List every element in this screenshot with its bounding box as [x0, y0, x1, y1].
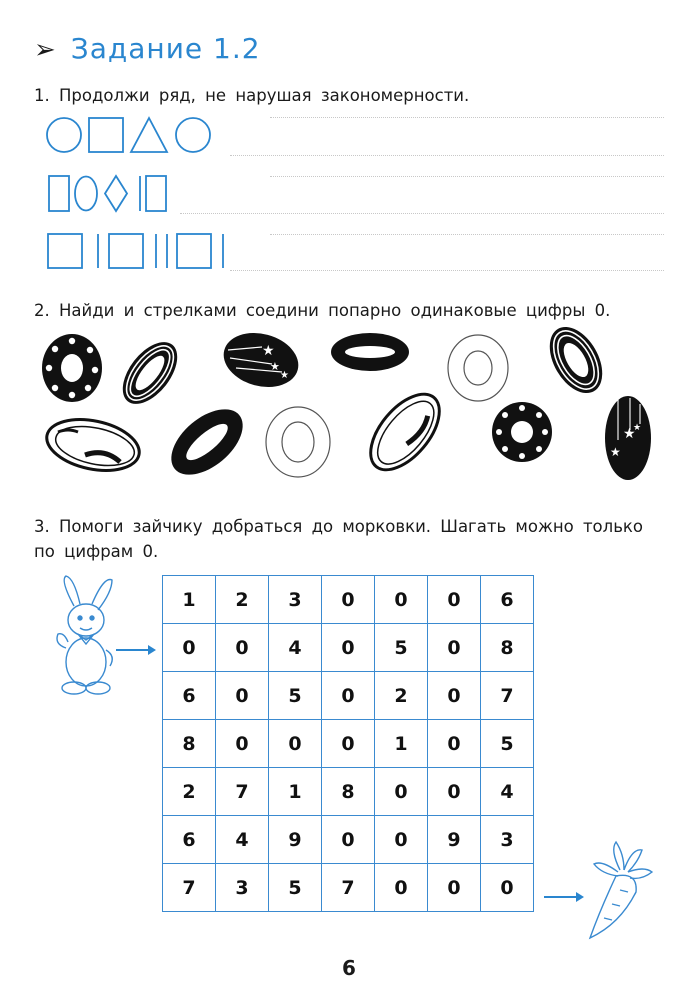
- svg-text:★: ★: [262, 343, 275, 359]
- exit-arrow-icon: [544, 890, 584, 904]
- zero-sketched-oval[interactable]: [42, 412, 144, 478]
- maze-cell[interactable]: 6: [481, 576, 534, 624]
- svg-text:★: ★: [633, 423, 642, 433]
- maze-cell[interactable]: 0: [428, 768, 481, 816]
- maze-cell[interactable]: 4: [269, 624, 322, 672]
- zero-striped-oval[interactable]: [539, 318, 613, 402]
- maze-cell[interactable]: 8: [322, 768, 375, 816]
- bunny-ear: [64, 576, 80, 606]
- maze-cell[interactable]: 0: [322, 576, 375, 624]
- task-title-text: Задание 1.2: [70, 32, 261, 65]
- maze-cell[interactable]: 0: [216, 672, 269, 720]
- maze-cell[interactable]: 5: [269, 864, 322, 912]
- bunny-body: [66, 638, 106, 686]
- maze-cell[interactable]: 0: [322, 720, 375, 768]
- maze-grid: [162, 575, 534, 912]
- maze-cell[interactable]: 0: [375, 864, 428, 912]
- maze-cell[interactable]: 6: [163, 672, 216, 720]
- zero-thin-ring[interactable]: [448, 335, 508, 401]
- maze-cell[interactable]: 3: [216, 864, 269, 912]
- zero-dotted-donut[interactable]: [42, 334, 102, 402]
- maze-cell[interactable]: 0: [375, 576, 428, 624]
- carrot-illustration: [580, 840, 670, 940]
- carrot-body: [590, 875, 636, 938]
- maze-cell[interactable]: 0: [216, 720, 269, 768]
- zero-thin-ring[interactable]: [266, 407, 330, 477]
- maze-cell[interactable]: 5: [375, 624, 428, 672]
- svg-text:★: ★: [280, 370, 289, 381]
- maze-cell[interactable]: 1: [375, 720, 428, 768]
- maze-cell[interactable]: 4: [216, 816, 269, 864]
- maze-cell[interactable]: 0: [428, 864, 481, 912]
- maze-cell[interactable]: 7: [216, 768, 269, 816]
- maze-cell[interactable]: 0: [322, 672, 375, 720]
- arrow-marker-icon: ➢: [34, 35, 57, 65]
- maze-cell[interactable]: 0: [375, 768, 428, 816]
- maze-cell[interactable]: 0: [481, 864, 534, 912]
- maze-row: [163, 720, 534, 768]
- zero-sketched-tilted-oval[interactable]: [358, 382, 453, 482]
- maze-cell[interactable]: 2: [163, 768, 216, 816]
- maze-cell[interactable]: 0: [322, 624, 375, 672]
- maze-cell[interactable]: 8: [481, 624, 534, 672]
- maze-cell[interactable]: 3: [269, 576, 322, 624]
- task-1-text: 1. Продолжи ряд, не нарушая закономерности.: [34, 86, 470, 105]
- maze-row: [163, 768, 534, 816]
- maze-cell[interactable]: 2: [216, 576, 269, 624]
- svg-text:★: ★: [623, 426, 636, 442]
- bunny-head: [68, 604, 104, 636]
- maze-row: [163, 816, 534, 864]
- maze-cell[interactable]: 9: [428, 816, 481, 864]
- maze-cell[interactable]: 0: [269, 720, 322, 768]
- maze-row: [163, 864, 534, 912]
- maze-cell[interactable]: 8: [163, 720, 216, 768]
- maze-cell[interactable]: 5: [481, 720, 534, 768]
- zero-black-tilted-oval[interactable]: [159, 397, 254, 488]
- zero-striped-oval[interactable]: [112, 332, 188, 413]
- maze-cell[interactable]: 7: [481, 672, 534, 720]
- maze-cell[interactable]: 7: [163, 864, 216, 912]
- maze-cell[interactable]: 0: [428, 720, 481, 768]
- maze-cell[interactable]: 0: [322, 816, 375, 864]
- task-3-text-line-1: 3. Помоги зайчику добраться до морковки. Шагать можно только: [34, 517, 643, 536]
- task-3-text-line-2: по цифрам 0.: [34, 542, 159, 561]
- maze-cell[interactable]: 0: [375, 816, 428, 864]
- maze-cell[interactable]: 0: [163, 624, 216, 672]
- maze-cell[interactable]: 2: [375, 672, 428, 720]
- zero-star-tilted-oval[interactable]: [605, 396, 651, 480]
- task-2-text: 2. Найди и стрелками соедини попарно одинаковые цифры 0.: [34, 301, 611, 320]
- maze-row: [163, 576, 534, 624]
- maze-cell[interactable]: 4: [481, 768, 534, 816]
- maze-row: [163, 672, 534, 720]
- maze-cell[interactable]: 0: [428, 576, 481, 624]
- maze-row: [163, 624, 534, 672]
- maze-cell[interactable]: 0: [428, 672, 481, 720]
- maze-cell[interactable]: 1: [163, 576, 216, 624]
- zero-star-oval[interactable]: [218, 325, 305, 395]
- maze-cell[interactable]: 9: [269, 816, 322, 864]
- start-arrow-icon: [116, 643, 156, 657]
- maze-cell[interactable]: 5: [269, 672, 322, 720]
- zero-dotted-donut[interactable]: [492, 402, 552, 462]
- maze-cell[interactable]: 7: [322, 864, 375, 912]
- maze-cell[interactable]: 3: [481, 816, 534, 864]
- zero-black-oval[interactable]: [331, 333, 409, 371]
- svg-text:★: ★: [270, 360, 280, 373]
- svg-text:★: ★: [610, 445, 621, 459]
- maze-cell[interactable]: 0: [216, 624, 269, 672]
- maze-cell[interactable]: 6: [163, 816, 216, 864]
- maze-cell[interactable]: 0: [428, 624, 481, 672]
- maze-cell[interactable]: 1: [269, 768, 322, 816]
- page-number: 6: [342, 956, 356, 980]
